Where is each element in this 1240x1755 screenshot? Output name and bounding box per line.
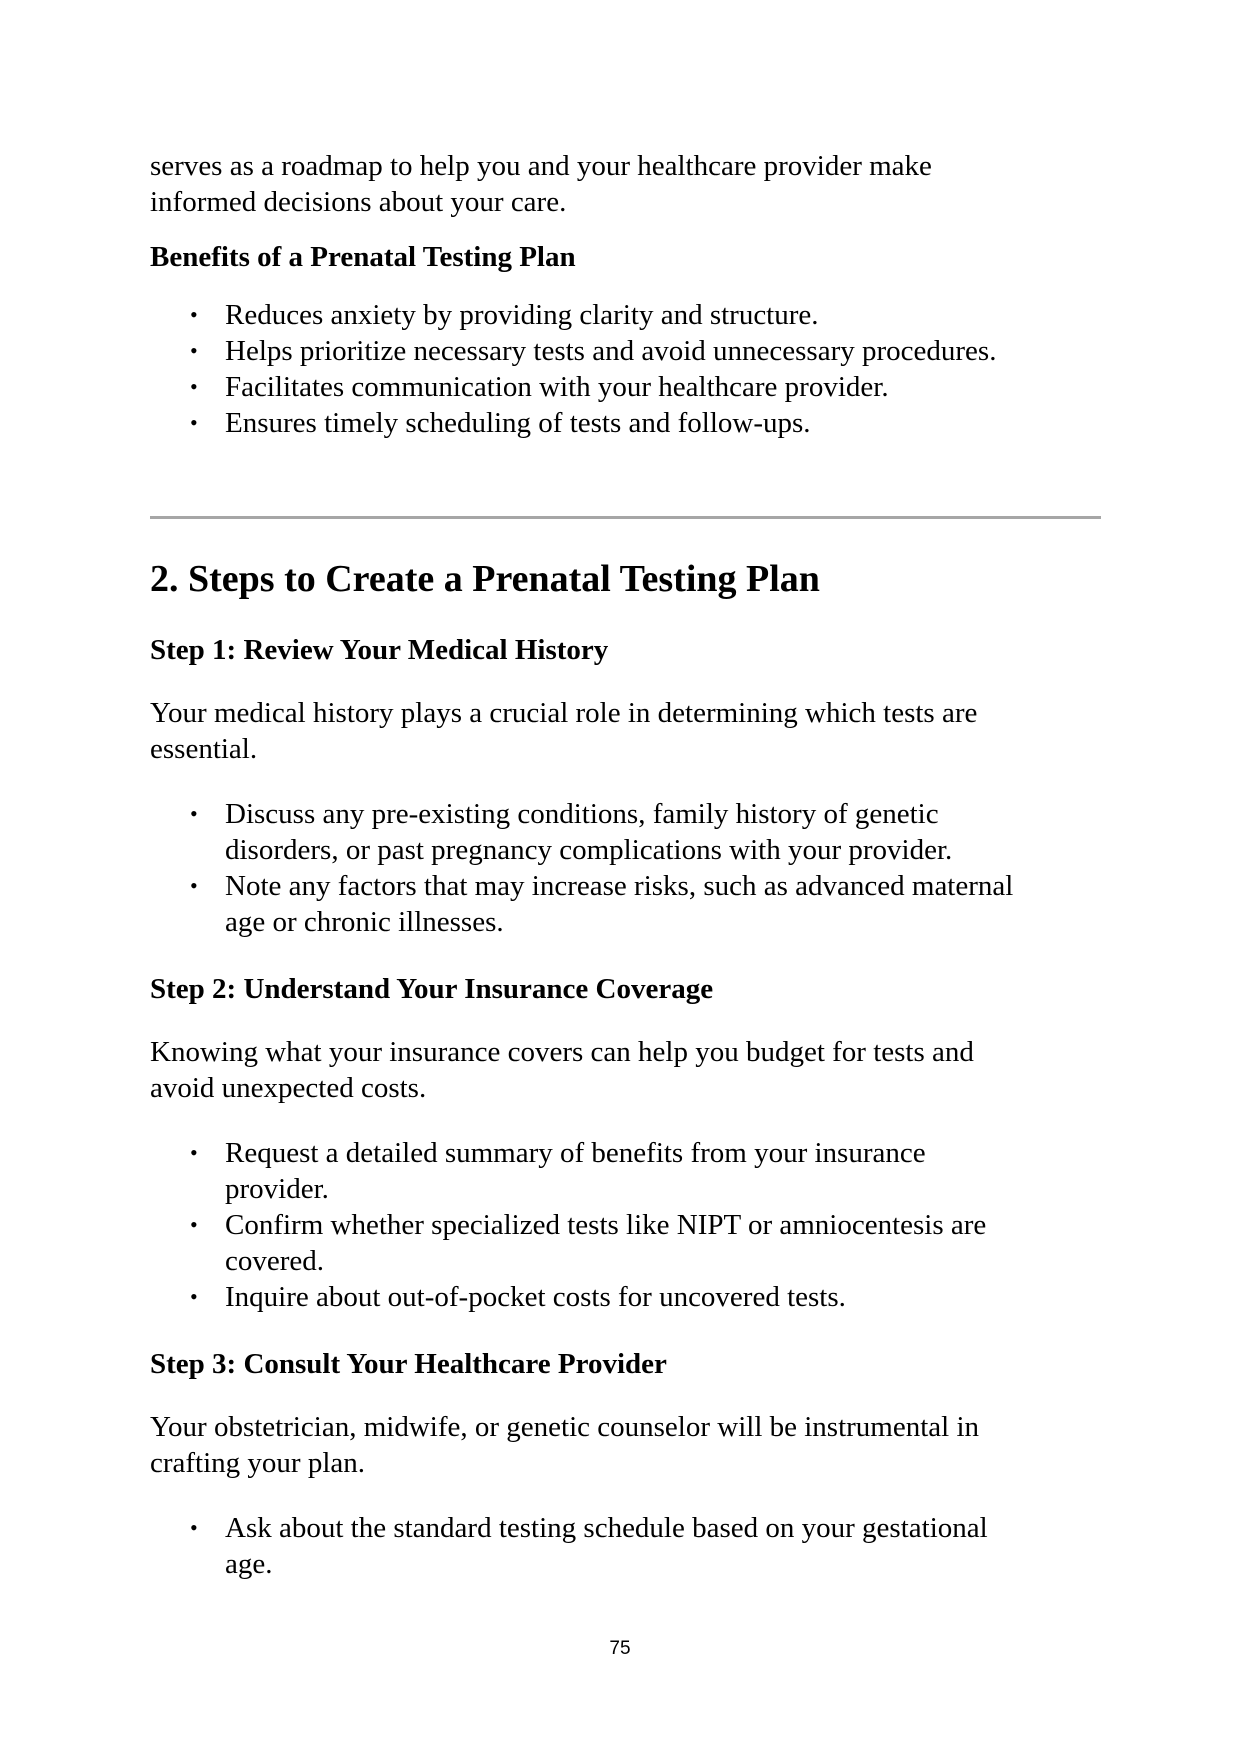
section-heading: 2. Steps to Create a Prenatal Testing Plan xyxy=(150,558,820,600)
step2-list xyxy=(150,1135,1100,1315)
step3-paragraph: Your obstetrician, midwife, or genetic counselor will be instrumental in crafting your plan. xyxy=(150,1411,980,1479)
bullet-icon: • xyxy=(190,1140,198,1165)
bullet-icon: • xyxy=(190,801,198,826)
list-item: • Reduces anxiety by providing clarity and structure. xyxy=(190,299,819,331)
list-item: • Ensures timely scheduling of tests and follow-ups. xyxy=(190,407,811,439)
intro-line: serves as a roadmap to help you and your healthcare provider make xyxy=(150,150,932,182)
step2-heading: Step 2: Understand Your Insurance Coverage xyxy=(150,973,714,1005)
bullet-icon: • xyxy=(190,302,198,327)
bullet-icon: • xyxy=(190,1515,198,1540)
bullet-icon: • xyxy=(190,338,198,363)
page-number: 75 xyxy=(609,1638,631,1659)
section-divider xyxy=(150,516,1101,519)
list-item: • Facilitates communication with your healthcare provider. xyxy=(190,371,889,403)
step1-paragraph: Your medical history plays a crucial role in determining which tests are essential. xyxy=(150,697,978,765)
list-item: • Helps prioritize necessary tests and avoid unnecessary procedures. xyxy=(190,335,997,367)
list-item: • Confirm whether specialized tests like NIPT or amniocentesis are covered. xyxy=(190,1209,987,1277)
step3-list xyxy=(150,1510,1100,1582)
list-item: • Request a detailed summary of benefits from your insurance provider. xyxy=(190,1137,926,1205)
step3-heading: Step 3: Consult Your Healthcare Provider xyxy=(150,1348,667,1380)
step1-list xyxy=(150,796,1100,940)
bullet-icon: • xyxy=(190,1284,198,1309)
list-item: • Ask about the standard testing schedule based on your gestational age. xyxy=(190,1512,988,1580)
benefits-heading: Benefits of a Prenatal Testing Plan xyxy=(150,241,576,273)
bullet-icon: • xyxy=(190,374,198,399)
intro-paragraph xyxy=(150,148,932,220)
benefits-list xyxy=(150,297,1100,441)
list-item: • Discuss any pre-existing conditions, family history of genetic disorders, or past pregnancy complications with your provider. xyxy=(190,798,953,866)
bullet-icon: • xyxy=(190,1212,198,1237)
list-item: • Inquire about out-of-pocket costs for uncovered tests. xyxy=(190,1281,846,1313)
intro-line: informed decisions about your care. xyxy=(150,186,567,218)
list-item: • Note any factors that may increase risks, such as advanced maternal age or chronic illnesses. xyxy=(190,870,1014,938)
step1-heading: Step 1: Review Your Medical History xyxy=(150,634,609,666)
bullet-icon: • xyxy=(190,873,198,898)
step2-paragraph: Knowing what your insurance covers can help you budget for tests and avoid unexpected costs. xyxy=(150,1036,974,1104)
bullet-icon: • xyxy=(190,410,198,435)
